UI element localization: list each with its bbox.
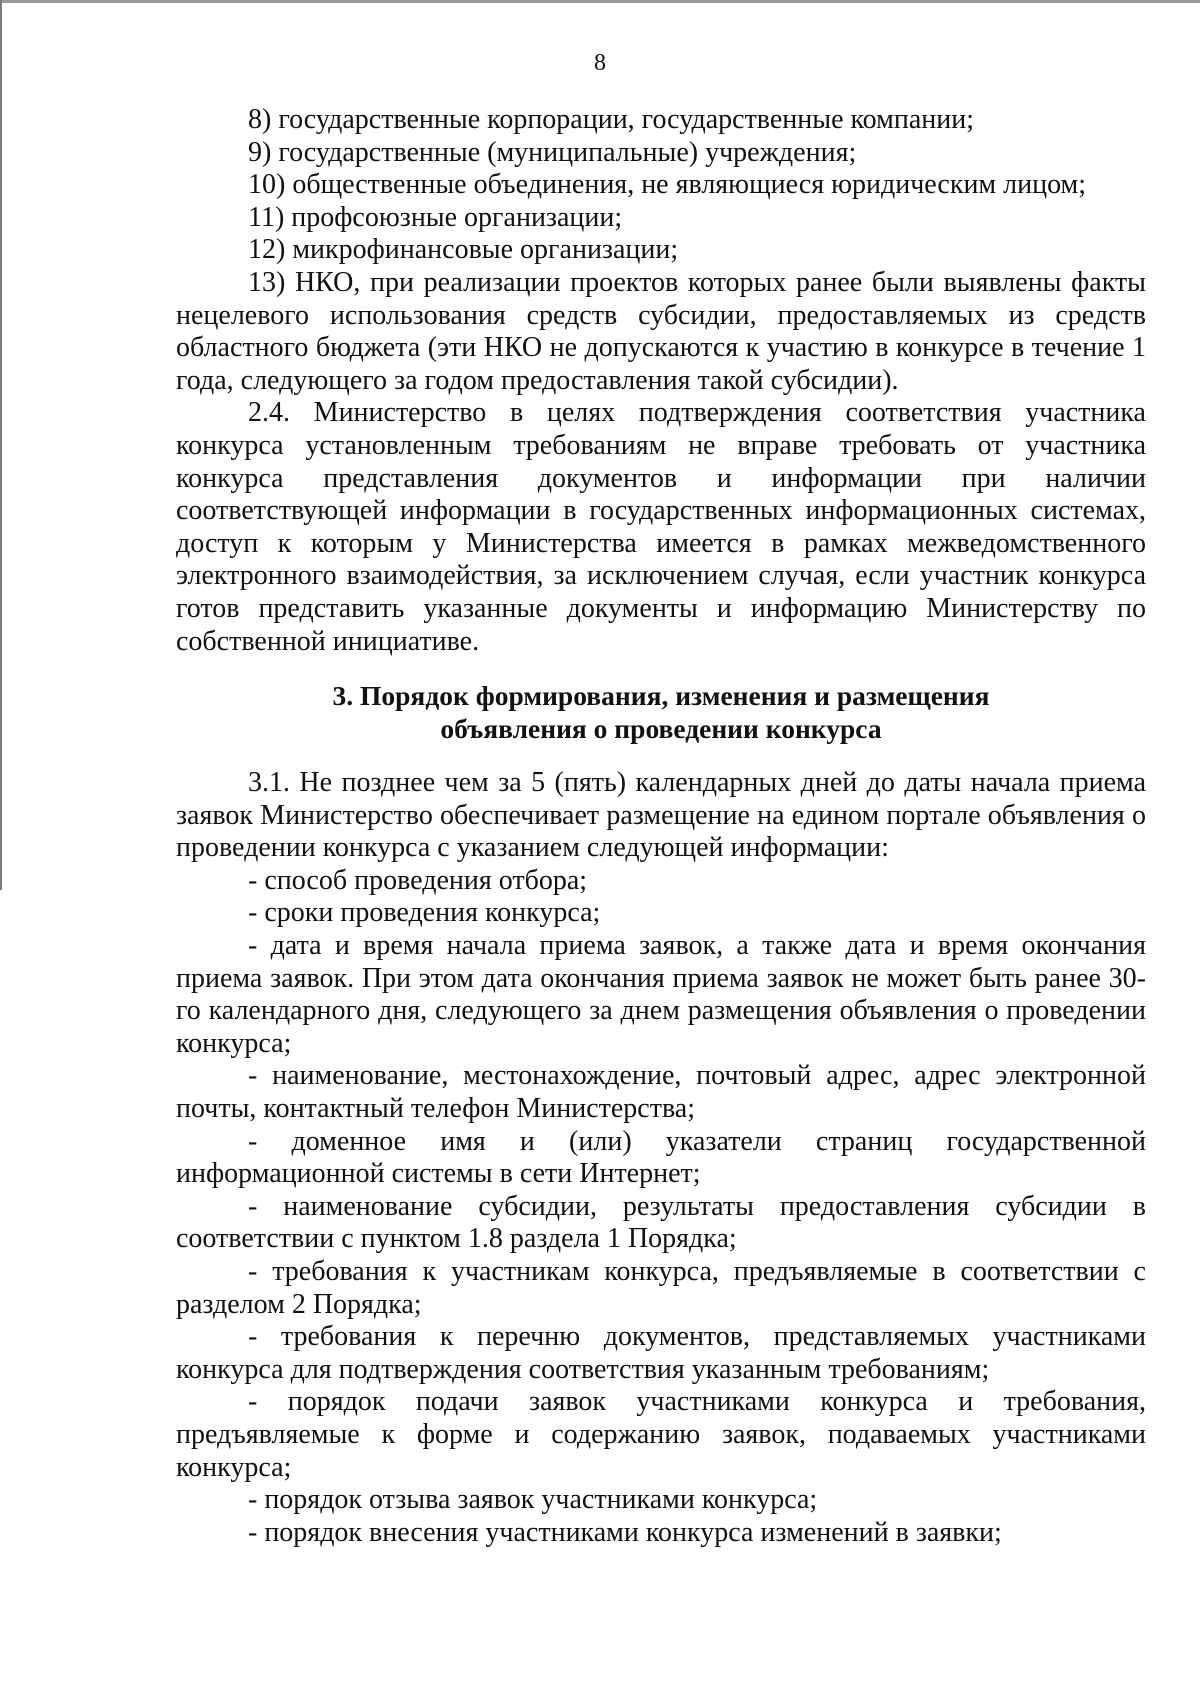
requirement-item: - требования к перечню документов, представляемых участниками конкурса для подтверждения соответствия указанным требованиям; bbox=[176, 1321, 1146, 1385]
requirement-item: - способ проведения отбора; bbox=[248, 864, 588, 896]
list-item: 10) общественные объединения, не являющиеся юридическим лицом; bbox=[248, 169, 1087, 201]
list-item: 11) профсоюзные организации; bbox=[248, 201, 623, 233]
requirement-item: - сроки проведения конкурса; bbox=[248, 897, 601, 929]
document-body bbox=[176, 104, 1146, 1549]
list-item: 9) государственные (муниципальные) учреждения; bbox=[248, 136, 857, 168]
requirement-item: - порядок отзыва заявок участниками конкурса; bbox=[248, 1484, 818, 1516]
scan-edge-top bbox=[0, 0, 1200, 3]
paragraph-2-4: 2.4. Министерство в целях подтверждения соответствия участника конкурса установленным требованиям не вправе требовать от участника конкурса представления документов и информации при наличии соответствующей информации в государственных информационных системах, доступ к которым у Министерства имеется в рамках межведомственного электронного взаимодействия, за исключением случая, если участник конкурса готов представить указанные документы и информацию Министерству по собственной инициативе. bbox=[176, 397, 1146, 657]
section-heading bbox=[176, 679, 1146, 745]
requirement-item: - порядок подачи заявок участниками конкурса и требования, предъявляемые к форме и содержанию заявок, подаваемых участниками конкурса; bbox=[176, 1386, 1146, 1483]
requirement-item: - доменное имя и (или) указатели страниц государственной информационной системы в сети Интернет; bbox=[176, 1125, 1146, 1190]
list-item: 8) государственные корпорации, государственные компании; bbox=[248, 104, 975, 135]
paragraph-3-1: 3.1. Не позднее чем за 5 (пять) календарных дней до даты начала приема заявок Министерство обеспечивает размещение на едином портале объявления о проведении конкурса с указанием следующей информации: bbox=[176, 767, 1146, 864]
list-item: 13) НКО, при реализации проектов которых ранее были выявлены факты нецелевого использования средств субсидии, предоставляемых из средств областного бюджета (эти НКО не допускаются к участию в конкурсе в течение 1 года, следующего за годом предоставления такой субсидии). bbox=[176, 266, 1146, 396]
section-heading-line: объявления о проведении конкурса bbox=[440, 713, 882, 745]
requirement-item: - порядок внесения участниками конкурса изменений в заявки; bbox=[248, 1516, 1002, 1548]
list-item: 12) микрофинансовые организации; bbox=[248, 234, 679, 266]
requirement-item: - наименование субсидии, результаты предоставления субсидии в соответствии с пунктом 1.8 раздела 1 Порядка; bbox=[176, 1190, 1146, 1255]
page-number: 8 bbox=[594, 50, 606, 76]
requirement-item: - наименование, местонахождение, почтовый адрес, адрес электронной почты, контактный телефон Министерства; bbox=[176, 1060, 1146, 1125]
scan-edge-left bbox=[0, 0, 2, 890]
requirement-item: - дата и время начала приема заявок, а также дата и время окончания приема заявок. При этом дата окончания приема заявок не может быть ранее 30-го календарного дня, следующего за днем размещения объявления о проведении конкурса; bbox=[176, 930, 1146, 1059]
requirement-item: - требования к участникам конкурса, предъявляемые в соответствии с разделом 2 Порядка; bbox=[176, 1256, 1146, 1320]
section-heading-line: 3. Порядок формирования, изменения и размещения bbox=[332, 680, 990, 712]
